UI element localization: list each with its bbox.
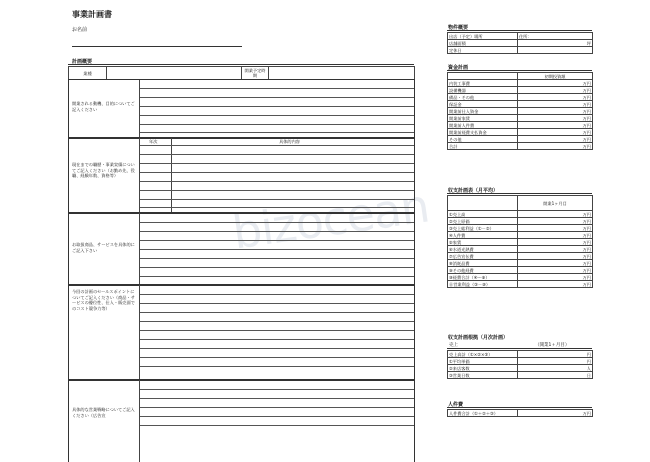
income-row-value[interactable]: 万円 bbox=[518, 281, 593, 288]
basis-row-label: ③営業日数 bbox=[448, 372, 518, 379]
basis-sub-right: （開業1ヶ月目） bbox=[535, 343, 570, 348]
property-location-field[interactable]: 住所： bbox=[518, 33, 593, 40]
funds-col-header: 初期投資額 bbox=[518, 73, 593, 80]
funds-row-label: 開業前経費支払資金 bbox=[448, 129, 518, 136]
plan-section-career bbox=[68, 137, 415, 214]
income-row-value[interactable]: 万円 bbox=[518, 239, 593, 246]
funds-row-label: 合計 bbox=[448, 143, 518, 150]
basis-row-value[interactable]: 円 bbox=[518, 358, 593, 365]
plan-heading-rule bbox=[68, 64, 414, 65]
funds-row-value[interactable]: 万円 bbox=[518, 129, 593, 136]
personnel-heading-rule bbox=[447, 407, 592, 408]
property-holiday-field[interactable] bbox=[518, 47, 593, 54]
basis-heading-rule bbox=[447, 348, 592, 349]
plan-section-selling-points bbox=[68, 284, 415, 381]
basis-row-value[interactable]: 円 bbox=[518, 351, 593, 358]
property-heading: 物件概要 bbox=[448, 25, 469, 31]
income-row-value[interactable]: 万円 bbox=[518, 253, 593, 260]
funds-row-label: 保証金 bbox=[448, 101, 518, 108]
income-row-label: ⑧消耗品費 bbox=[448, 260, 518, 267]
income-row-label: ③売上総利益（①－②） bbox=[448, 225, 518, 232]
funds-row-label: 備品・その他 bbox=[448, 94, 518, 101]
plan-section-strategy bbox=[68, 379, 415, 462]
funds-row-value[interactable]: 万円 bbox=[518, 87, 593, 94]
business-type-field[interactable] bbox=[107, 67, 242, 80]
basis-heading: 収支計画根拠（月次計画） bbox=[448, 335, 509, 341]
funds-row-label: 内装工事費 bbox=[448, 80, 518, 87]
selling-points-input-lines[interactable] bbox=[140, 285, 414, 380]
funds-row-value[interactable]: 万円 bbox=[518, 80, 593, 87]
funds-row-value[interactable]: 万円 bbox=[518, 122, 593, 129]
basis-sub-left: 売上 bbox=[449, 343, 458, 348]
funds-table bbox=[447, 72, 593, 150]
funds-row-value[interactable]: 万円 bbox=[518, 101, 593, 108]
career-input-lines[interactable] bbox=[140, 138, 414, 213]
basis-row-value[interactable]: 人 bbox=[518, 365, 593, 372]
strategy-input-lines[interactable] bbox=[140, 380, 414, 462]
income-row-label: ⑥水道光熱費 bbox=[448, 246, 518, 253]
career-label: 現在までの職歴・事業実績についてご記入ください（お勤め先、役職、経験年数、資格等） bbox=[72, 162, 135, 178]
income-row-label: ②売上原価 bbox=[448, 218, 518, 225]
watermark-logo: bizocean bbox=[229, 178, 433, 260]
basis-row-label: ①平均単価 bbox=[448, 358, 518, 365]
funds-row-label: 開業前人件費 bbox=[448, 122, 518, 129]
property-table bbox=[447, 32, 593, 54]
plan-section-products bbox=[68, 212, 415, 286]
income-heading-rule bbox=[447, 193, 592, 194]
income-row-value[interactable]: 万円 bbox=[518, 260, 593, 267]
selling-points-label: 今回の計画のセールスポイントについてご記入ください（商品・サービスの優位性、仕入・販売面でのコスト競争力等） bbox=[72, 289, 135, 311]
funds-heading-rule bbox=[447, 70, 592, 71]
funds-heading: 資金計画 bbox=[448, 65, 469, 71]
income-row-label: ⑨その他経費 bbox=[448, 267, 518, 274]
income-row-label: ①売上高 bbox=[448, 211, 518, 218]
career-detail-header: 具体的内容 bbox=[279, 139, 300, 144]
funds-row-value[interactable]: 万円 bbox=[518, 143, 593, 150]
income-row-label: ④人件費 bbox=[448, 232, 518, 239]
personnel-heading: 人件費 bbox=[448, 402, 464, 408]
income-heading: 収支計画表（月平均） bbox=[448, 188, 499, 194]
funds-row-value[interactable]: 万円 bbox=[518, 94, 593, 101]
funds-row-value[interactable]: 万円 bbox=[518, 108, 593, 115]
income-table bbox=[447, 195, 593, 288]
income-row-value[interactable]: 万円 bbox=[518, 225, 593, 232]
basis-table bbox=[447, 350, 593, 379]
income-col-header: 開業1ヶ月目 bbox=[518, 196, 593, 211]
funds-row-value[interactable]: 万円 bbox=[518, 136, 593, 143]
open-date-label: 開業予定時期 bbox=[242, 67, 269, 80]
property-heading-rule bbox=[447, 30, 592, 31]
property-location-label: 出店（予定）場所 bbox=[448, 33, 518, 40]
business-type-label: 業種 bbox=[69, 67, 107, 80]
income-row-label: ⑦広告宣伝費 bbox=[448, 253, 518, 260]
income-row-value[interactable]: 万円 bbox=[518, 267, 593, 274]
income-row-value[interactable]: 万円 bbox=[518, 211, 593, 218]
basis-row-label: 売上高計（①×②×③） bbox=[448, 351, 518, 358]
products-label: お取扱商品、サービスを具体的にご記入下さい bbox=[72, 242, 135, 253]
income-row-label: ⑤家賃 bbox=[448, 239, 518, 246]
income-row-value[interactable]: 万円 bbox=[518, 218, 593, 225]
basis-row-label: ②来店客数 bbox=[448, 365, 518, 372]
strategy-label: 具体的な営業戦略についてご記入ください（広告宣 bbox=[72, 407, 135, 418]
funds-row-label: 開業前家賃 bbox=[448, 115, 518, 122]
income-row-value[interactable]: 万円 bbox=[518, 274, 593, 281]
funds-row-label: 開業前仕入資金 bbox=[448, 108, 518, 115]
name-field-line[interactable] bbox=[72, 46, 242, 47]
name-label: お名前 bbox=[72, 27, 88, 33]
plan-top-table bbox=[68, 66, 415, 80]
personnel-row-label: 人件費合計（①＋②＋③） bbox=[448, 410, 518, 417]
open-date-field[interactable] bbox=[269, 67, 415, 80]
basis-row-value[interactable]: 日 bbox=[518, 372, 593, 379]
funds-row-label: 設備機器 bbox=[448, 87, 518, 94]
plan-heading: 計画概要 bbox=[72, 59, 93, 65]
products-input-lines[interactable] bbox=[140, 213, 414, 285]
income-row-label: ⑩経費合計（④～⑨） bbox=[448, 274, 518, 281]
funds-row-label: その他 bbox=[448, 136, 518, 143]
income-row-label: ⑪営業利益（③－⑩） bbox=[448, 281, 518, 288]
personnel-row-value[interactable]: 万円 bbox=[518, 410, 593, 417]
page-title: 事業計画書 bbox=[72, 10, 112, 19]
motive-label: 開業される動機、目的についてご記入ください bbox=[72, 101, 135, 112]
property-holiday-label: 定休日 bbox=[448, 47, 518, 54]
property-area-label: 店舗面積 bbox=[448, 40, 518, 47]
property-area-field[interactable]: 坪 bbox=[518, 40, 593, 47]
plan-section-motive bbox=[68, 79, 415, 139]
personnel-table bbox=[447, 409, 593, 417]
funds-row-value[interactable]: 万円 bbox=[518, 115, 593, 122]
income-row-value[interactable]: 万円 bbox=[518, 246, 593, 253]
career-year-header: 年次 bbox=[149, 139, 158, 144]
motive-input-lines[interactable] bbox=[140, 80, 414, 138]
income-row-value[interactable]: 万円 bbox=[518, 232, 593, 239]
